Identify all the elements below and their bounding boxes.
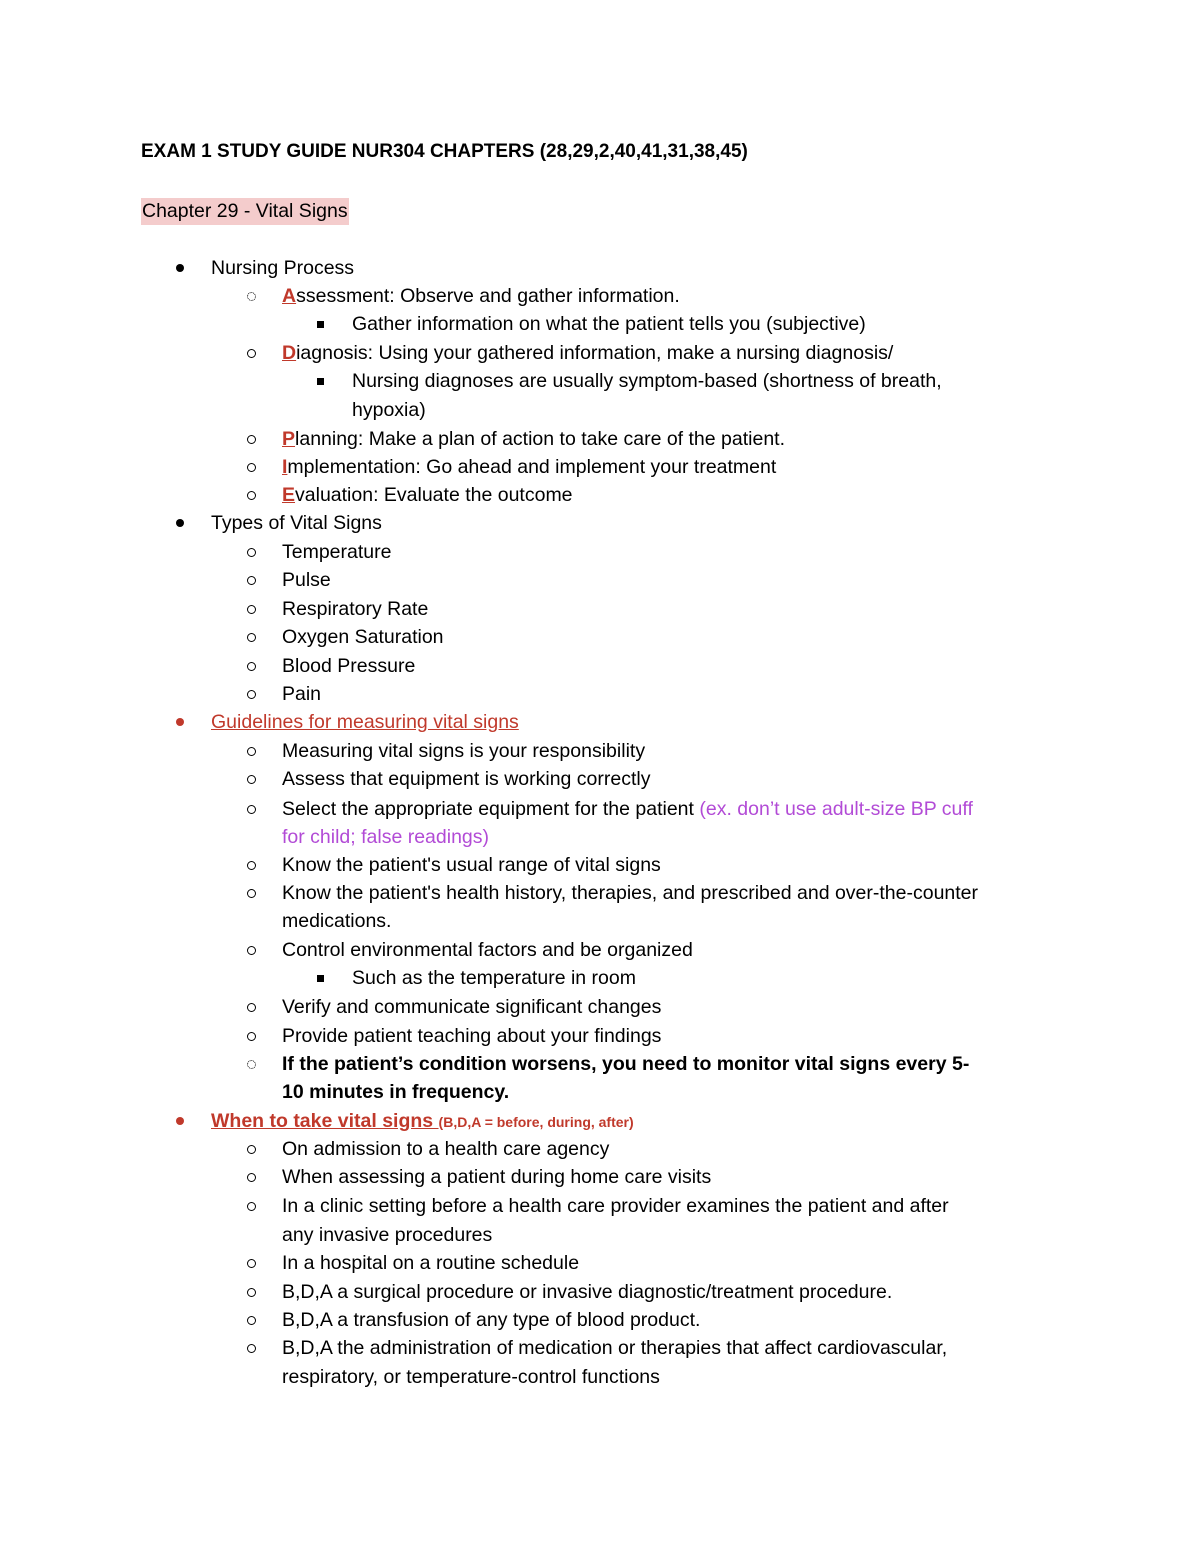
circle-bullet-icon	[247, 680, 256, 708]
list-item-when-heading	[211, 1107, 634, 1136]
square-bullet-icon	[317, 367, 324, 395]
list-item-guideline-sub: Such as the temperature in room	[352, 967, 636, 989]
circle-bullet-icon	[247, 1192, 256, 1220]
when-heading-note: (B,D,A = before, during, after)	[438, 1114, 634, 1130]
list-item-when: B,D,A a transfusion of any type of blood product.	[282, 1309, 701, 1331]
list-item-guideline-cont: medications.	[282, 910, 392, 932]
circle-bullet-icon	[247, 1135, 256, 1163]
square-bullet-icon	[317, 310, 324, 338]
list-item-diagnosis	[282, 339, 893, 367]
document-title: EXAM 1 STUDY GUIDE NUR304 CHAPTERS (28,29,2,40,41,31,38,45)	[141, 141, 748, 162]
circle-bullet-icon	[247, 566, 256, 594]
circle-bullet-icon	[247, 1249, 256, 1277]
list-item-when-cont: any invasive procedures	[282, 1224, 493, 1246]
circle-bullet-icon	[247, 879, 256, 907]
list-item-when: When assessing a patient during home care visits	[282, 1166, 712, 1188]
circle-bullet-icon	[247, 538, 256, 566]
circle-bullet-icon	[247, 1163, 256, 1191]
circle-bullet-icon	[247, 851, 256, 879]
list-item-nursing-process: Nursing Process	[211, 257, 355, 279]
guideline-note-cont: for child; false readings)	[282, 826, 490, 848]
list-item-assessment	[282, 282, 680, 310]
assessment-text: ssessment: Observe and gather information.	[296, 285, 680, 307]
list-item-guideline: Measuring vital signs is your responsibility	[282, 740, 646, 762]
list-item-guideline: Know the patient's usual range of vital signs	[282, 854, 661, 876]
circle-bullet-icon	[247, 481, 256, 509]
list-item-type: Oxygen Saturation	[282, 626, 444, 648]
circle-bullet-icon	[247, 623, 256, 651]
circle-bullet-icon	[247, 453, 256, 481]
planning-text: lanning: Make a plan of action to take care of the patient.	[295, 428, 786, 450]
implementation-letter: I	[282, 456, 288, 478]
bullet-icon	[176, 1107, 184, 1135]
list-item-guideline: Assess that equipment is working correctly	[282, 768, 651, 790]
diagnosis-text: iagnosis: Using your gathered information, make a nursing diagnosis/	[296, 342, 894, 364]
circle-bullet-icon	[247, 1022, 256, 1050]
list-item-guideline: Control environmental factors and be organized	[282, 939, 693, 961]
square-bullet-icon	[317, 964, 324, 992]
bullet-icon	[176, 708, 184, 736]
circle-bullet-icon	[247, 936, 256, 964]
circle-bullet-icon	[247, 737, 256, 765]
list-item-guidelines-heading: Guidelines for measuring vital signs	[211, 711, 519, 733]
circle-bullet-icon	[247, 1306, 256, 1334]
guideline-text: Select the appropriate equipment for the patient	[282, 798, 700, 820]
list-item-guideline	[282, 795, 973, 823]
list-item-when: B,D,A a surgical procedure or invasive diagnostic/treatment procedure.	[282, 1281, 893, 1303]
circle-bullet-icon	[247, 595, 256, 623]
circle-bullet-icon	[247, 282, 256, 310]
list-item-assessment-sub: Gather information on what the patient tells you (subjective)	[352, 313, 866, 335]
list-item-guideline: Verify and communicate significant changes	[282, 996, 662, 1018]
bullet-icon	[176, 254, 184, 282]
planning-letter: P	[282, 428, 296, 450]
list-item-guideline: Know the patient's health history, therapies, and prescribed and over-the-counter	[282, 882, 979, 904]
list-item-evaluation	[282, 481, 573, 509]
list-item-type: Respiratory Rate	[282, 598, 429, 620]
assessment-letter: A	[282, 285, 297, 307]
chapter-heading: Chapter 29 - Vital Signs	[141, 198, 349, 225]
bullet-icon	[176, 509, 184, 537]
list-item-type: Pain	[282, 683, 322, 705]
circle-bullet-icon	[247, 795, 256, 823]
when-heading-text: When to take vital signs	[211, 1110, 439, 1132]
circle-bullet-icon	[247, 1278, 256, 1306]
circle-bullet-icon	[247, 993, 256, 1021]
circle-bullet-icon	[247, 765, 256, 793]
guideline-note: (ex. don’t use adult-size BP cuff	[699, 798, 973, 820]
diagnosis-letter: D	[282, 342, 297, 364]
list-item-planning	[282, 425, 785, 453]
list-item-type: Temperature	[282, 541, 392, 563]
list-item-diagnosis-sub-cont: hypoxia)	[352, 399, 426, 421]
list-item-when: In a clinic setting before a health care provider examines the patient and after	[282, 1195, 949, 1217]
list-item-implementation	[282, 453, 776, 481]
list-item-when: In a hospital on a routine schedule	[282, 1252, 580, 1274]
list-item-types: Types of Vital Signs	[211, 512, 382, 534]
implementation-text: mplementation: Go ahead and implement your treatment	[287, 456, 777, 478]
list-item-guideline-important-cont: 10 minutes in frequency.	[282, 1081, 510, 1103]
circle-bullet-icon	[247, 425, 256, 453]
list-item-guideline-important: If the patient’s condition worsens, you need to monitor vital signs every 5-	[282, 1053, 970, 1075]
evaluation-letter: E	[282, 484, 296, 506]
list-item-type: Blood Pressure	[282, 655, 416, 677]
circle-bullet-icon	[247, 339, 256, 367]
list-item-when: B,D,A the administration of medication or therapies that affect cardiovascular,	[282, 1337, 948, 1359]
list-item-when-cont: respiratory, or temperature-control functions	[282, 1366, 660, 1388]
evaluation-text: valuation: Evaluate the outcome	[295, 484, 573, 506]
list-item-guideline: Provide patient teaching about your findings	[282, 1025, 662, 1047]
list-item-type: Pulse	[282, 569, 331, 591]
circle-bullet-icon	[247, 1050, 256, 1078]
list-item-diagnosis-sub: Nursing diagnoses are usually symptom-based (shortness of breath,	[352, 370, 942, 392]
circle-bullet-icon	[247, 652, 256, 680]
list-item-when: On admission to a health care agency	[282, 1138, 610, 1160]
circle-bullet-icon	[247, 1334, 256, 1362]
